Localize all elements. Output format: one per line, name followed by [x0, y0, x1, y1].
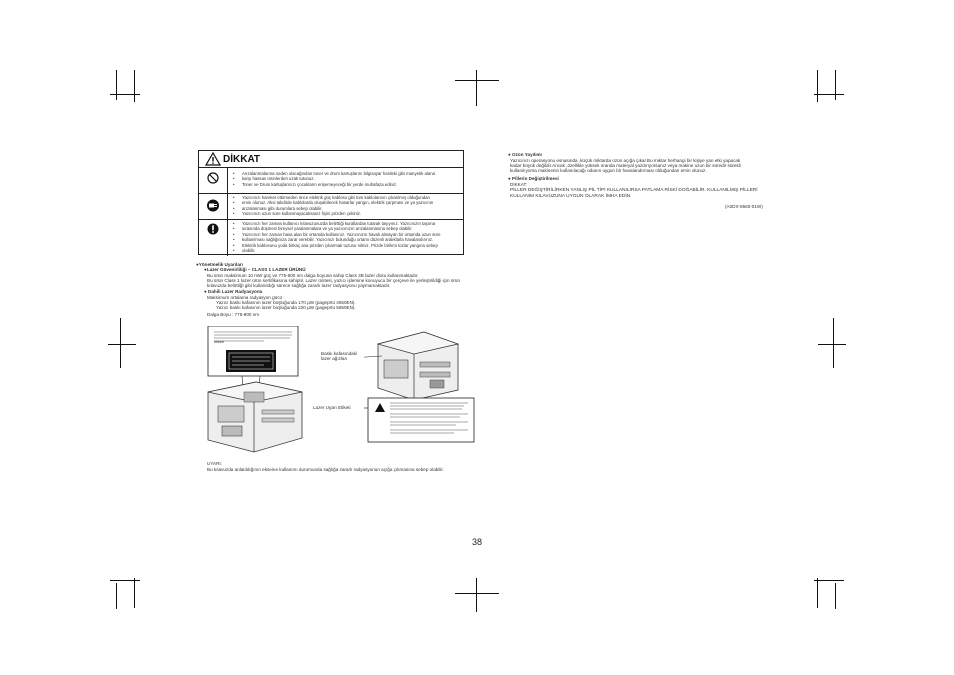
regulation-heading: ●Yönetmelik Uyarıları — [196, 262, 243, 267]
page-number: 38 — [472, 537, 483, 547]
caution-bullet: • Arızalanmalarına neden olacağından toner ve drum kartuşlarını bilgisayar hardeki gibi manyetik alana — [233, 171, 459, 176]
label-sticker: Lazer Uyarı Etiketi — [313, 405, 351, 410]
ozone-heading: ● Ozon Yayılımı — [508, 152, 542, 157]
caution-bullets — [233, 171, 459, 187]
ozone-line: Yazıcınızı operasyonu esnasında ,küçük miktarda ozon açığa çıkar.Bu miktar herhangi bir kişiye yan etki yapacak — [510, 158, 741, 163]
caution-bullet: • Yazıcınızı her zaman hava alan bir ortamda kullanınız. Yazıcınızın havalı almayan bir ortamda uzun süre — [233, 232, 459, 237]
caution-bullet: • Yazıcınızı uzun süre kullanmayacaksanız fişini prizden çekiniz. — [233, 211, 459, 216]
power-label: Maksimum ortalama radyasyon gücü : — [207, 295, 285, 300]
warning-title: UYARI: — [207, 461, 222, 466]
caution-bullet-cont: • arızalanması gibi durumlara sebep olabilir. — [233, 206, 459, 211]
caution-row-unplug — [199, 193, 463, 220]
laser-heading: ●Lazer Güvenirliliği – CLASS 1 LAZER ÜRÜNÜ — [204, 267, 306, 272]
exclamation-icon — [207, 223, 219, 235]
laser-line: Bu ürün Class 1 lazer ürün sertifikasına sahiptir. Lazer ünitesi, yazıcı işlemine konuyucu bir çerçeve ile yerleştirildiği için ürün — [207, 278, 461, 283]
caution-row-prohibition — [199, 167, 463, 194]
caution-bullet-cont: • kullanılması sağlığınıza zarar verebilir. Yazıcınızı bulunduğu ortamı düzenli aralıklarla havalandırınız. — [233, 237, 459, 242]
caution-bullet: • Toner ve Drum kartuşlarınızı çocukların erişemeyeceği bir yerde muhafaza ediniz. — [233, 182, 459, 187]
caution-bullet-cont: • olabilir. — [233, 248, 459, 253]
caution-bullet: • Yazıcınızı her zaman kullanıcı kılavuzunuzda belirttiği kurallardan tutarak taşıyınız. Yazıcınızın taşıma — [233, 221, 459, 226]
mini-label-word: etiketi — [214, 340, 224, 344]
warning-text: Bu kılavuzda anlatıldığının ekseine kullanımı durumunda sağlığa zararlı radyasyonun açığa çıkmasına sebep olabilir. — [207, 467, 444, 472]
power-line: Yazıcı baskı kafasının lazer boşluğunda 220 µW (pageprto 5650EN). — [216, 305, 356, 310]
label-head-line2: lazer ağızları — [321, 356, 348, 361]
caution-box — [198, 150, 464, 255]
warning-triangle-icon — [205, 152, 221, 166]
prohibition-icon — [207, 172, 219, 184]
battery-line: PİLLER DEĞİŞTİRİLİRKEN YANLIŞ PİL TİPİ KULLANILIRSA PATLAMA RİSKİ DOĞABİLİR. KULLANILMIŞ PİLLERİ — [510, 188, 758, 193]
caution-bullets — [233, 221, 459, 253]
printer-illustration-right — [364, 326, 476, 444]
battery-line: KULLANIM KILAVUZUNA UYGUN OLARAK İMHA EDİN. — [510, 194, 632, 199]
caution-title: DİKKAT — [223, 154, 261, 165]
laser-line: kılavuzda belirttiği gibi kullanıldığı sürece sağlığa zararlı lazer radyasyonu yaymamaktadır. — [207, 283, 391, 288]
battery-label: DİKKAT: — [510, 182, 528, 187]
caution-bullet-cont: • karşı hassas ürünlerden uzak tutunuz. — [233, 176, 459, 181]
printer-illustration-left — [204, 326, 308, 454]
label-head-line1: Baskı kafasındaki — [321, 351, 358, 356]
ozone-line: kullanılıyorsa makinenin kullanılacağı odanın uygun bir havalandırması olduğundan emin olunuz. — [510, 168, 707, 173]
internal-laser-heading: ● Dahili Lazer Radyasyonu — [204, 289, 263, 294]
caution-row-exclamation — [199, 219, 463, 256]
power-line: Yazıcı baskı kafasının lazer boşluğunda 170 µW (pageprto 4650EN). — [216, 300, 356, 305]
caution-header — [199, 151, 463, 168]
ozone-line: kadar büyük değildir.Ancak ,özellikle yüksek oranda materyal yazdırıyorsanız veya makine uzun bir süredir sürekli — [510, 163, 741, 168]
caution-bullets — [233, 195, 459, 217]
battery-heading: ● Pillerin Değiştirilmesi — [508, 176, 559, 181]
caution-bullet-cont: • emin olunuz. Aksi takdirde kablolarda oluşabilecek hasarlar yangın, elektrik çarpması ve ya yazıcının — [233, 200, 459, 205]
caution-bullet: • Elektrik kablosunu yoda birkaç ana prizden çıkarmak tuzunu nilmiz. Prizde birikmi tozlar yangına sebep — [233, 243, 459, 248]
document-code: (A0DX-9560-01W) — [725, 204, 763, 209]
caution-bullet-cont: • sırasında düşmesi bireysel yaralanmalara ve ya yazıcınızın arızalanmasına sebep olabilir. — [233, 226, 459, 231]
caution-bullet: • Yazıcınızı hareket ettirmeden önce elektrik güç kablosu gibi tüm kablolarının çıkarılmış olduğundan — [233, 195, 459, 200]
unplug-icon — [206, 199, 220, 212]
laser-line: Bu ürün maksimum 10 mW güç ve 775-800 nm dalga boyuna sahip Class 3B lazer diotu kullanmaktadır. — [207, 273, 419, 278]
wavelength: Dalga Boyu : 775-800 nm — [207, 312, 260, 317]
